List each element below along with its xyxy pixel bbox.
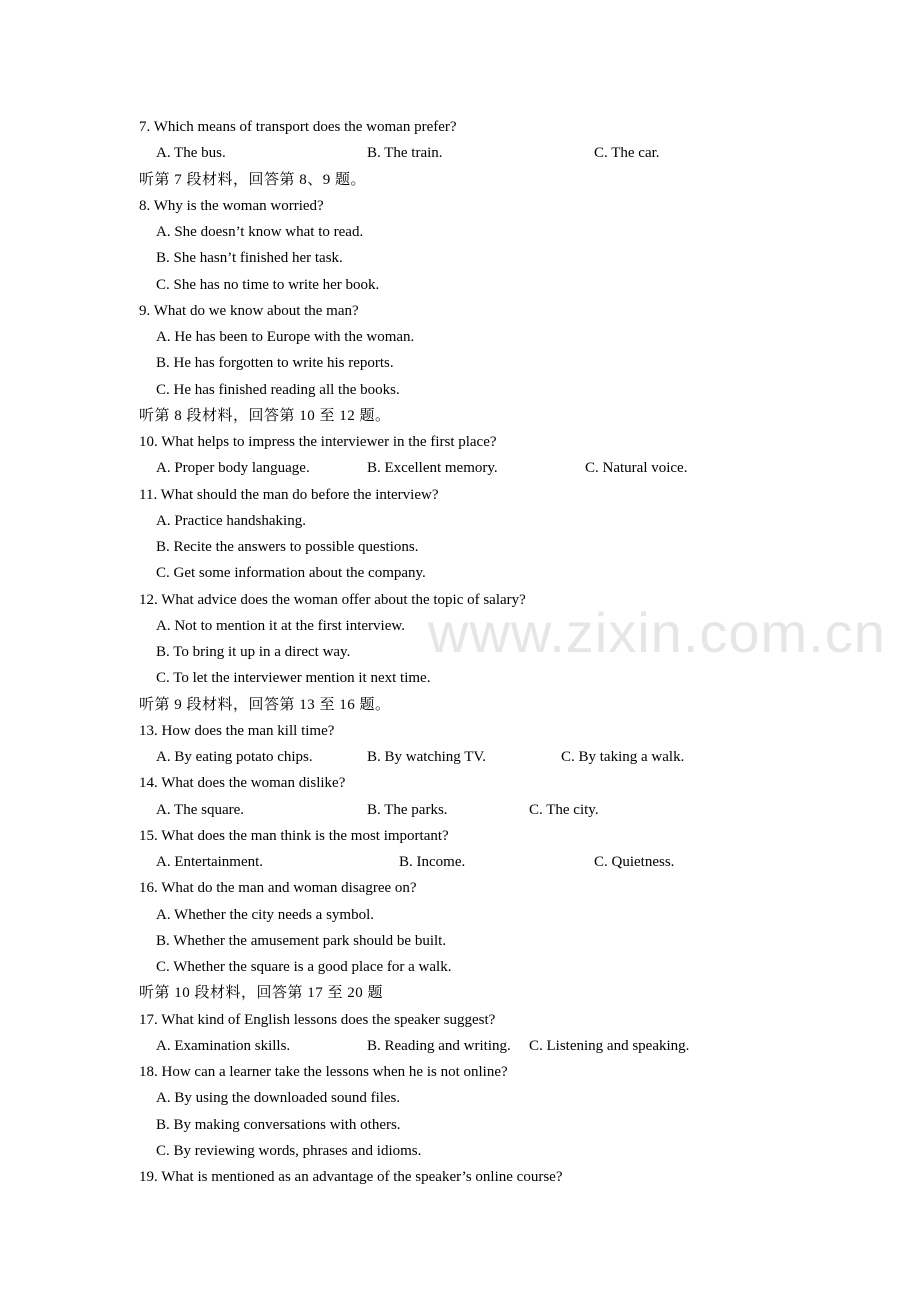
option-text: A. The bus. bbox=[156, 145, 226, 161]
option-text: B. Income. bbox=[399, 854, 466, 870]
option-text: A. Entertainment. bbox=[156, 854, 264, 870]
question-text: 9. What do we know about the man? bbox=[139, 303, 359, 319]
option-text: B. By making conversations with others. bbox=[156, 1117, 401, 1133]
question-text: 13. How does the man kill time? bbox=[139, 723, 335, 739]
option-text: B. She hasn’t finished her task. bbox=[156, 250, 343, 266]
option-text: C. By reviewing words, phrases and idioms. bbox=[156, 1143, 422, 1159]
option-text: B. He has forgotten to write his reports. bbox=[156, 355, 394, 371]
option-text: B. Recite the answers to possible questions. bbox=[156, 539, 419, 555]
option-text: B. To bring it up in a direct way. bbox=[156, 644, 351, 660]
section-heading: 听第 9 段材料，回答第 13 至 16 题。 bbox=[139, 697, 391, 713]
question-text: 8. Why is the woman worried? bbox=[139, 198, 324, 214]
option-text: C. Whether the square is a good place for a walk. bbox=[156, 959, 452, 975]
option-text: A. Proper body language. bbox=[156, 460, 310, 476]
option-text: C. Get some information about the company. bbox=[156, 565, 426, 581]
question-text: 16. What do the man and woman disagree on? bbox=[139, 880, 417, 896]
option-text: A. By using the downloaded sound files. bbox=[156, 1090, 401, 1106]
option-text: A. Whether the city needs a symbol. bbox=[156, 907, 374, 923]
question-text: 19. What is mentioned as an advantage of the speaker’s online course? bbox=[139, 1169, 563, 1185]
option-text: A. Examination skills. bbox=[156, 1038, 291, 1054]
watermark: www.zixin.com.cn bbox=[428, 601, 886, 664]
option-text: C. He has finished reading all the books. bbox=[156, 382, 400, 398]
question-text: 15. What does the man think is the most important? bbox=[139, 828, 449, 844]
option-text: A. Practice handshaking. bbox=[156, 513, 306, 529]
option-text: C. By taking a walk. bbox=[561, 749, 685, 765]
option-text: B. Reading and writing. bbox=[367, 1038, 511, 1054]
option-text: A. He has been to Europe with the woman. bbox=[156, 329, 415, 345]
option-text: C. The city. bbox=[529, 802, 599, 818]
question-text: 14. What does the woman dislike? bbox=[139, 775, 346, 791]
option-text: A. The square. bbox=[156, 802, 245, 818]
question-text: 10. What helps to impress the interviewer in the first place? bbox=[139, 434, 497, 450]
section-heading: 听第 7 段材料，回答第 8、9 题。 bbox=[139, 172, 367, 188]
question-text: 11. What should the man do before the interview? bbox=[139, 487, 439, 503]
question-text: 18. How can a learner take the lessons when he is not online? bbox=[139, 1064, 508, 1080]
option-text: C. Quietness. bbox=[594, 854, 675, 870]
option-text: C. The car. bbox=[594, 145, 660, 161]
question-text: 12. What advice does the woman offer about the topic of salary? bbox=[139, 592, 526, 608]
section-heading: 听第 8 段材料，回答第 10 至 12 题。 bbox=[139, 408, 391, 424]
option-text: B. The parks. bbox=[367, 802, 448, 818]
option-text: A. Not to mention it at the first interview. bbox=[156, 618, 405, 634]
option-text: A. By eating potato chips. bbox=[156, 749, 313, 765]
option-text: B. Excellent memory. bbox=[367, 460, 498, 476]
option-text: C. Natural voice. bbox=[585, 460, 688, 476]
option-text: C. She has no time to write her book. bbox=[156, 277, 380, 293]
option-text: C. Listening and speaking. bbox=[529, 1038, 690, 1054]
option-text: B. Whether the amusement park should be built. bbox=[156, 933, 447, 949]
option-text: B. By watching TV. bbox=[367, 749, 487, 765]
question-text: 7. Which means of transport does the woman prefer? bbox=[139, 119, 457, 135]
option-text: B. The train. bbox=[367, 145, 443, 161]
section-heading: 听第 10 段材料，回答第 17 至 20 题 bbox=[139, 985, 384, 1001]
option-text: C. To let the interviewer mention it next time. bbox=[156, 670, 431, 686]
option-text: A. She doesn’t know what to read. bbox=[156, 224, 364, 240]
question-text: 17. What kind of English lessons does the speaker suggest? bbox=[139, 1012, 496, 1028]
